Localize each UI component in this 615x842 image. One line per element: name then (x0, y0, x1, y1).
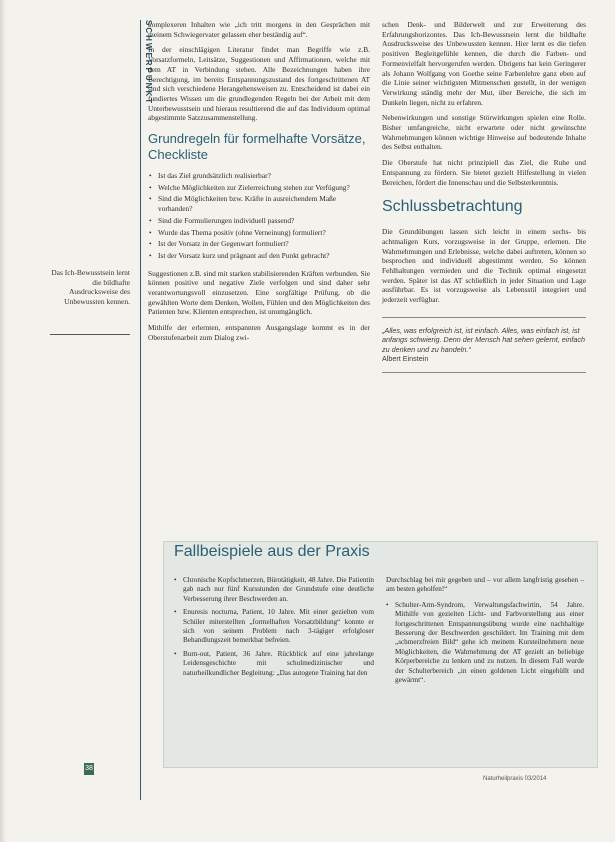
paragraph: Nebenwirkungen und sonstige Störwirkungen spielen eine Rolle. Bisher umfangreiche, nicht erwartete oder nicht gewünschte Wahrnehmungen können wichtige Hinweise auf bedeutende Inhalte des Selbst enthalten. (382, 113, 586, 152)
column-left (148, 20, 370, 349)
quote-text: „Alles, was erfolgreich ist, ist einfach. Alles, was einfach ist, ist anfangs schwierig. Denn der Mensch hat sehen gelernt, einfach zu denken und zu handeln.“ (382, 325, 585, 354)
case-item: • Schulter-Arm-Syndrom, Verwaltungsfachwirtin, 54 Jahre. Mithilfe von gezielten Licht- und Farbvorstellung aus einer fortgeschrittenen Entspannungsübung wurde eine nachhaltige Besserung der Beschwerden geschildert. Im Training mit dem „schmerzfreien Bild“ gehe ich meinem Kursteilnehmern neue Möglichkeiten, die Wahrnehmung der AT gezielt an beliebige Körperbereiche zu lenken und zu nutzen. In diesem Fall wurde der Schulterbereich „in einen goldenen Licht eingehüllt und gewärmt“. (395, 601, 584, 686)
case-list (386, 601, 584, 686)
footer-publication: Naturheilpraxis 03/2014 (483, 776, 547, 782)
checklist-item: • Sind die Möglichkeiten bzw. Kräfte in ausreichendem Maße vorhanden? (158, 194, 370, 213)
paragraph: Suggestionen z.B. sind mit starken stabilisierenden Kräften verbunden. Sie können positive und negative Ziele verfolgen und sind daher sehr verantwortungsvoll einzusetzen. Eine sorgfältige Prüfung, ob die gewählten Worte dem Denken, Wollen, Fühlen und den Möglichkeiten des Patienten bzw. Klienten entsprechen, ist unumgänglich. (148, 268, 370, 317)
quote-block (382, 317, 586, 373)
margin-note: Das Ich-Bewusstsein lernt die bildhafte Ausdrucksweise des Unbewussten kennen. (51, 268, 130, 306)
case-examples-box (163, 541, 598, 768)
section-heading: Schlussbetrachtung (382, 198, 523, 216)
quote-author: Albert Einstein (382, 354, 429, 364)
checklist-item: • Wurde das Thema positiv (ohne Verneinung) formuliert? (158, 228, 370, 238)
scan-edge (0, 0, 6, 842)
page-number: 38 (84, 763, 94, 775)
checklist-item: • Ist der Vorsatz kurz und prägnant auf den Punkt gebracht? (158, 251, 370, 261)
paragraph: Mithilfe der erlernten, entspannten Ausgangslage kommt es in der Oberstufenarbeit zum Dialog zwi- (148, 323, 370, 342)
checklist-item: • Sind die Formulierungen individuell passend? (158, 216, 370, 226)
box-column-left (174, 576, 374, 682)
paragraph: In der einschlägigen Literatur findet man Begriffe wie z.B. Vorsatzformeln, Leitsätze, Suggestionen und Affirmationen, welche mit dem AT in Verbindung stehen. Alle Bezeichnungen haben ihre Berechtigung, im bereits Entspannungszustand des fortgeschrittenen AT sind sich verschiedene Herangehensweisen zu. Entscheidend ist dabei ein fundiertes Wissen um die grundlegenden Regeln bei der Arbeit mit dem Unterbewusstsein und hieraus resultierend die auf das Individuum optimal abgestimmte Satzzusammenstellung. (148, 45, 370, 123)
section-heading: Grundregeln für formelhafte Vorsätze, Checkliste (148, 131, 366, 163)
checklist-item: • Ist der Vorsatz in der Gegenwart formuliert? (158, 239, 370, 249)
paragraph: Die Oberstufe hat nicht prinzipiell das Ziel, die Ruhe und Entspannung zu fördern. Sie bietet gezielt Hilfestellung in vielen Bereichen, fördert die Innenschau und die Selbsterkenntnis. (382, 158, 586, 187)
checklist (148, 171, 370, 261)
checklist-item: • Welche Möglichkeiten zur Zielerreichung stehen zur Verfügung? (158, 183, 370, 193)
paragraph: schen Denk- und Bilderwelt und zur Erweiterung des Erfahrungshorizontes. Das Ich-Bewusstsein lernt die bildhafte Ausdrucksweise des Unbewussten kennen. Hier lernt es die tiefen positiven Begleitgefühle kennen, die durch die Farben- und Formenvielfalt hervorgerufen werden. Übrigens hat kein Geringerer als Johann Wolfgang von Goethe seine Farbenlehre ganz eben auf die Linie seiner wichtigsten Mitmenschen gestellt, in der wenigen Verwirkung ständig mehr der Mut, über Bereiche, die sich im Dunkeln liegen, nicht zu erfahren. (382, 20, 586, 107)
box-column-right (386, 576, 584, 689)
section-label: SCHWERPUNKT (144, 20, 153, 106)
case-list (174, 576, 374, 678)
case-item: • Burn-out, Patient, 36 Jahre. Rückblick auf eine jahrelange Leidensgeschichte mit schulmedizinischer und naturheilkundlicher Begleitung: „Das autogene Training hat den (183, 650, 374, 678)
paragraph: komplexeren Inhalten wie „ich tritt morgens in den Gesprächen mit meinem Schwiegervater gelassen eher beständig auf“. (148, 20, 370, 39)
box-heading: Fallbeispiele aus der Praxis (174, 543, 370, 560)
checklist-item: • Ist das Ziel grundsätzlich realisierbar? (158, 171, 370, 181)
margin-note-rule (50, 334, 130, 335)
section-rule (140, 20, 141, 800)
paragraph: Die Grundübungen lassen sich leicht in einem sechs- bis achtmaligen Kurs, vorzugsweise in der Gruppe, erlernen. Die Wahrnehmungen und Erlebnisse, welche dabei auftreten, können so besprochen und individuell abgestimmt werden. So können Fehlhaltungen vermieden und die Technik optimal eingesetzt werden. Später ist das AT schließlich in jeder Situation und Lage ausführbar. Es ist vorzugsweise als Lebensstil integriert und jederzeit verfügbar. (382, 227, 586, 305)
case-continuation: Durchschlag bei mir gegeben und – vor allem langfristig gesehen – am besten geholfen!“ (386, 576, 584, 594)
case-item: • Chronische Kopfschmerzen, Bürotätigkeit, 48 Jahre. Die Patientin gab nach nur fünf Kursstunden der Grundstufe eine deutliche Verbesserung ihrer Beschwerden an. (183, 576, 374, 604)
case-item: • Enuresis nocturna, Patient, 10 Jahre. Mit einer gezielten vom Schüler miterstellten „formelhaften Vorsatzbildung“ konnte er sich von seinem Problem nach 3-tägiger erfolgloser Behandlungszeit bemerkbar befreien. (183, 608, 374, 646)
column-right (382, 20, 586, 373)
